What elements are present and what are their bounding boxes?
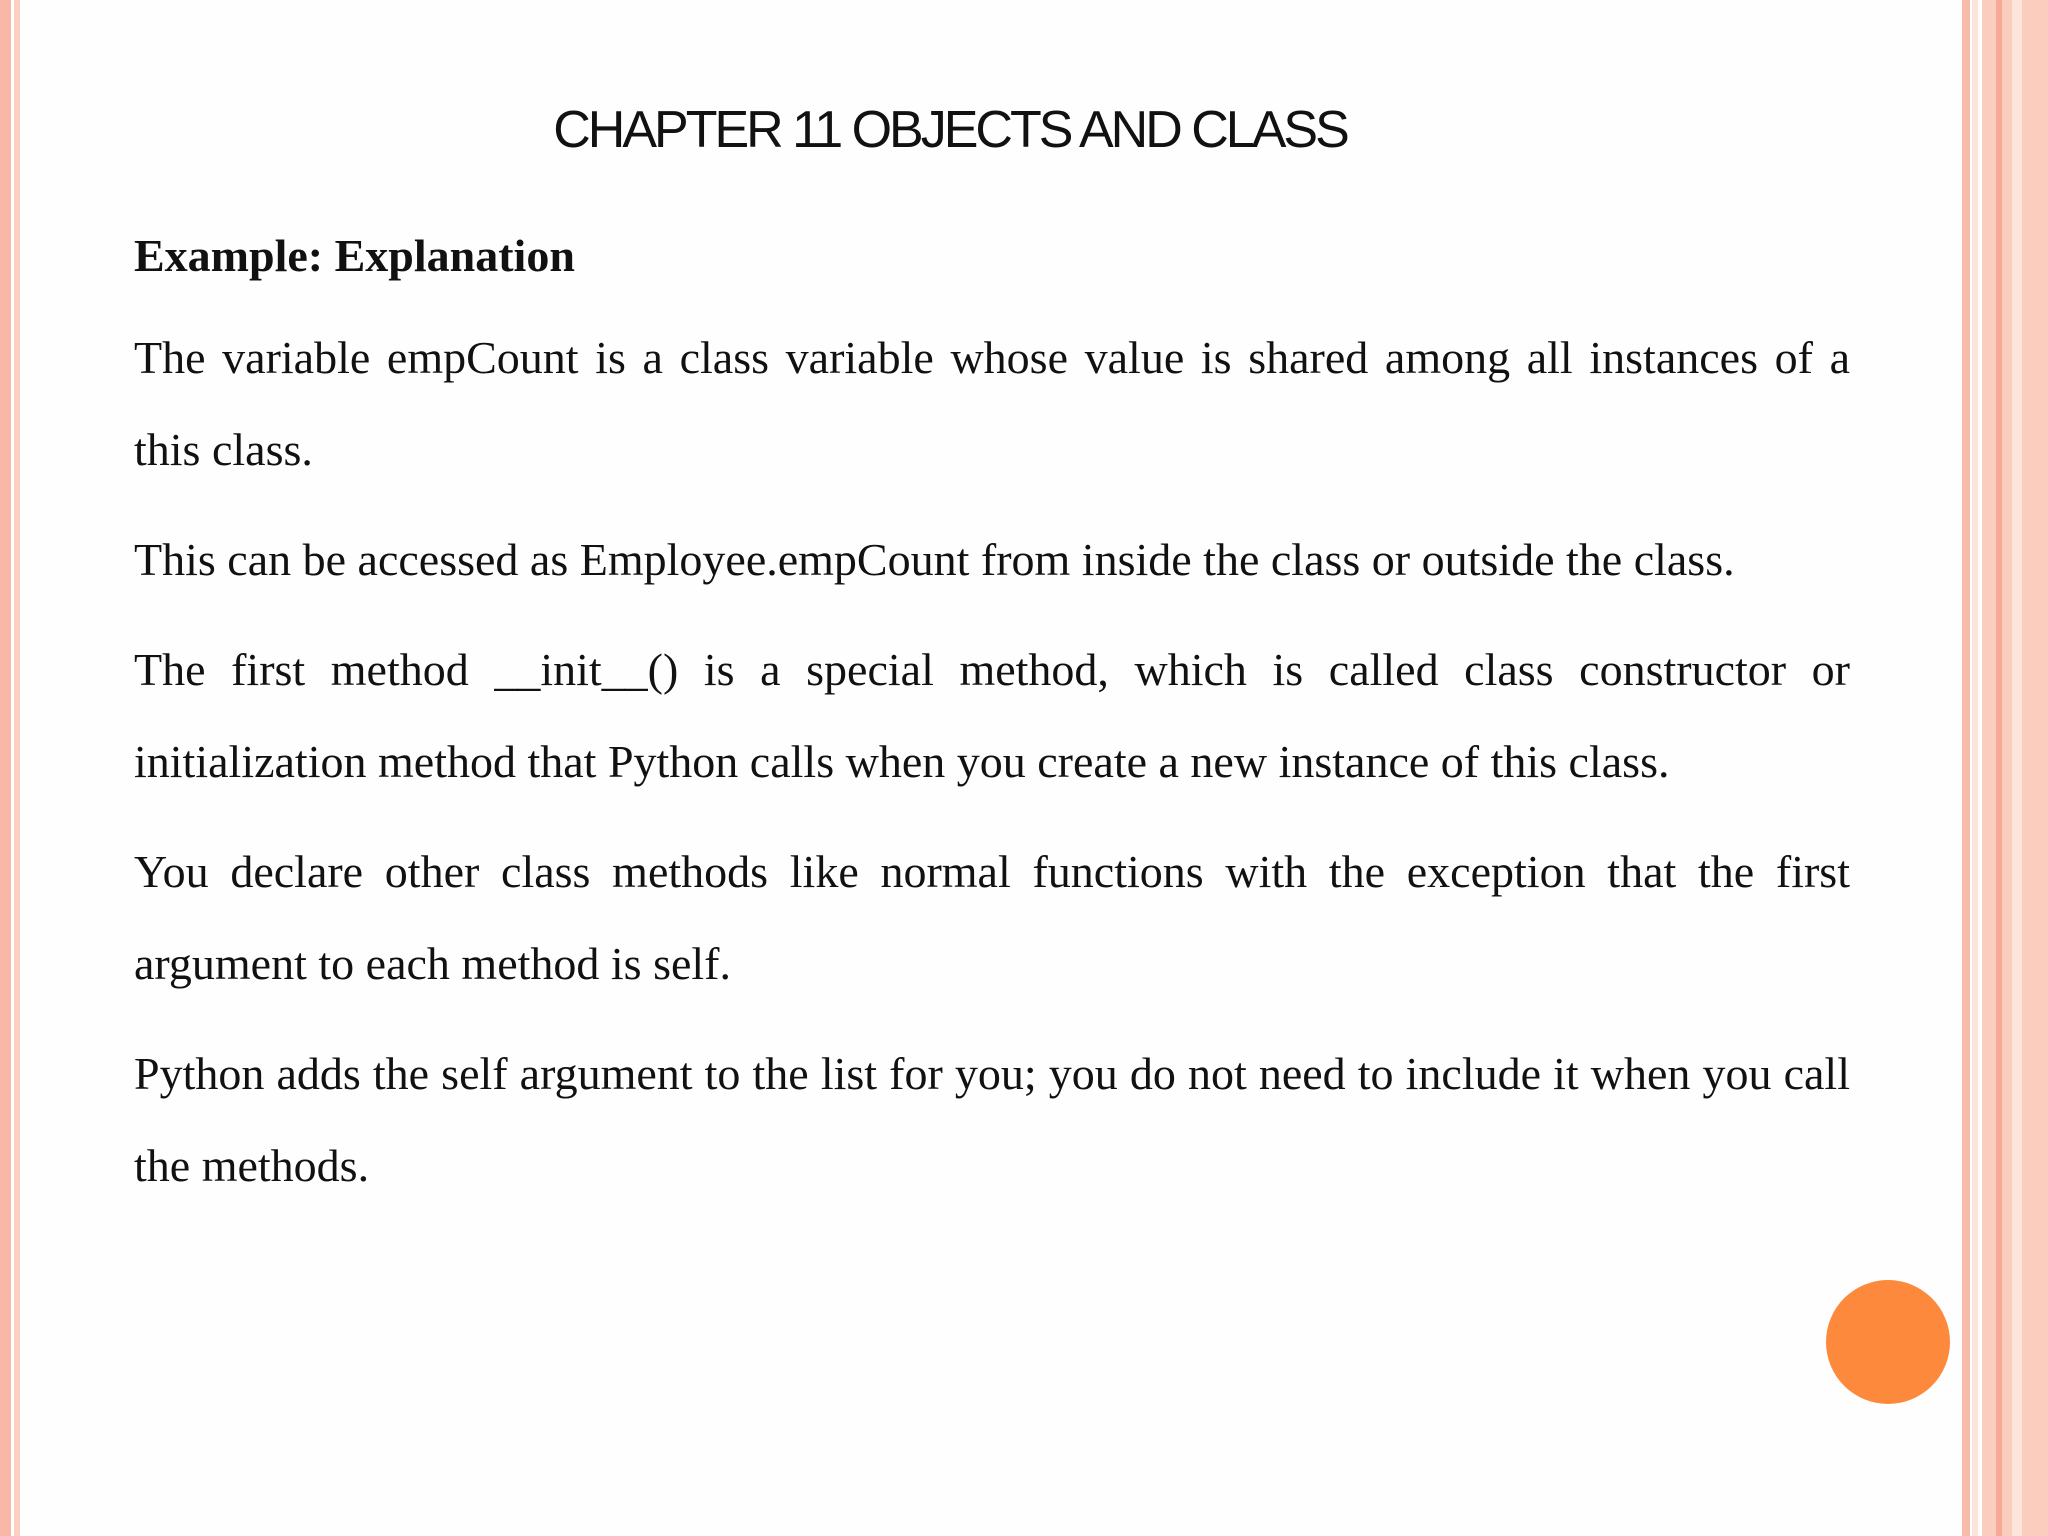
slide-title xyxy=(0,100,1900,160)
left-border-stripe xyxy=(0,0,11,1536)
paragraph-class-variable: The variable empCount is a class variable whose value is shared among all instances of a this class. xyxy=(134,332,1850,475)
orange-circle-decoration xyxy=(1826,1280,1950,1404)
slide-body xyxy=(134,222,1850,1230)
right-border-stripe-light xyxy=(1972,0,1978,1536)
right-border-stripe xyxy=(1962,0,1970,1536)
right-border-stripe-pale xyxy=(2012,0,2022,1536)
right-border-stripe-dark xyxy=(1996,0,2002,1536)
slide-title-text: CHAPTER 11 OBJECTS AND CLASS xyxy=(553,101,1347,159)
subheading: Example: Explanation xyxy=(134,230,575,281)
paragraph-access: This can be accessed as Employee.empCount from inside the class or outside the class. xyxy=(134,534,1735,585)
paragraph-self-argument: Python adds the self argument to the list for you; you do not need to include it when you call the methods. xyxy=(134,1048,1850,1191)
paragraph-init-method: The first method __init__() is a special method, which is called class constructor or initialization method that Python calls when you create a new instance of this class. xyxy=(134,644,1850,787)
left-border-stripe-inner xyxy=(14,0,20,1536)
paragraph-class-methods: You declare other class methods like normal functions with the exception that the first argument to each method is self. xyxy=(134,846,1850,989)
